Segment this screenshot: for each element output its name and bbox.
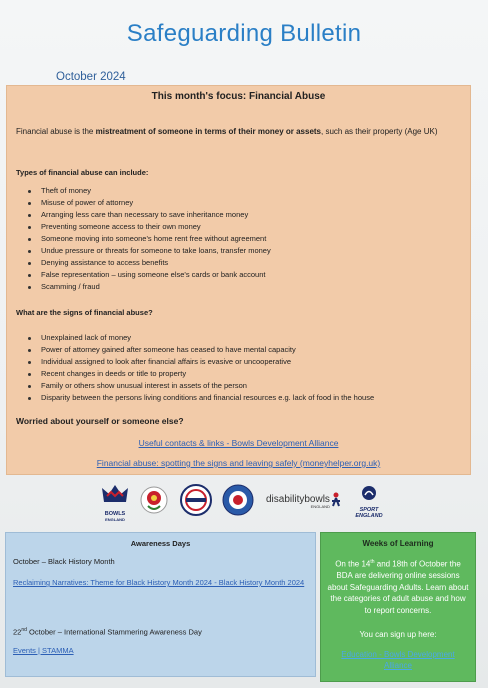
disability-bowls-sub: ENGLAND [310, 504, 330, 509]
useful-contacts-link[interactable]: Useful contacts & links - Bowls Development Alliance [138, 438, 339, 448]
focus-intro [16, 126, 456, 138]
types-list [41, 185, 271, 293]
intro-text-end: , such as their property (Age UK) [321, 127, 438, 136]
list-item: Undue pressure or threats for someone to take loans, transfer money [41, 246, 271, 255]
list-item: Recent changes in deeds or title to property [41, 368, 374, 380]
focus-title: This month's focus: Financial Abuse [151, 91, 326, 102]
list-item: Misuse of power of attorney [41, 197, 271, 209]
partner-logos [0, 478, 488, 528]
bowls-england-text: BOWLS ENGLAND [104, 511, 126, 522]
rose-badge-logo [140, 486, 168, 519]
signs-list [41, 332, 374, 404]
list-item: Someone moving into someone's home rent free without agreement [41, 233, 271, 245]
list-item: Theft of money [41, 185, 271, 197]
disability-bowls-figure [330, 492, 342, 513]
disability-bowls-text: disabilitybowls [266, 494, 330, 505]
rose-badge-icon [140, 486, 168, 514]
bulletin-date: October 2024 [56, 71, 126, 83]
disability-bowls-logo [266, 494, 330, 509]
list-item: False representation – using someone else's cards or bank account [41, 269, 271, 281]
federation-badge-logo [222, 484, 254, 521]
worried-heading: Worried about yourself or someone else? [16, 416, 184, 426]
sport-england-text: SPORT ENGLAND [355, 507, 383, 519]
list-item: Unexplained lack of money [41, 332, 374, 344]
signs-heading: What are the signs of financial abuse? [16, 308, 153, 317]
intro-text: Financial abuse is the [16, 127, 96, 136]
weeks-of-learning-section [320, 532, 476, 682]
black-history-heading: October – Black History Month [13, 557, 115, 566]
list-item: Individual assigned to look after financial affairs is evasive or uncooperative [41, 356, 374, 368]
types-heading: Types of financial abuse can include: [16, 168, 149, 177]
weeks-body: On the 14th and 18th of October the BDA are delivering online sessions about Safeguarding Adults. Learn about the categories of adult abuse and how to report concerns. [327, 559, 469, 615]
list-item: Disparity between the persons living conditions and financial resources e.g. lack of food in the house [41, 393, 375, 402]
list-item: Denying assistance to access benefits [41, 257, 271, 269]
list-item: Preventing someone access to their own money [41, 221, 271, 233]
intro-bold-text: mistreatment of someone in terms of their money or assets [95, 127, 322, 136]
list-item: Scamming / fraud [41, 281, 271, 293]
bowls-england-logo [98, 482, 132, 523]
awareness-title: Awareness Days [130, 539, 191, 548]
signup-text: You can sign up here: [359, 630, 437, 639]
black-history-link[interactable]: Reclaiming Narratives: Theme for Black History Month 2024 - Black History Month 2024 [13, 578, 305, 587]
federation-badge-icon [222, 484, 254, 516]
stamma-events-link[interactable]: Events | STAMMA [13, 646, 74, 655]
list-item: Power of attorney gained after someone has ceased to have mental capacity [41, 344, 374, 356]
page-title: Safeguarding Bulletin [126, 20, 362, 47]
list-item: Family or others show unusual interest in assets of the person [41, 380, 374, 392]
sport-england-icon [352, 484, 386, 502]
stammering-heading: 22nd October – International Stammering Awareness Day [13, 627, 202, 637]
crown-icon [98, 482, 132, 506]
education-link[interactable]: Education - Bowls Development Alliance [341, 650, 455, 670]
sport-england-logo [352, 484, 386, 519]
awareness-days-section [5, 532, 316, 677]
association-badge-icon [180, 484, 212, 516]
association-badge-logo [180, 484, 212, 521]
list-item: Arranging less care than necessary to save inheritance money [41, 209, 271, 221]
bowler-figure-icon [330, 492, 342, 508]
weeks-title: Weeks of Learning [362, 539, 434, 548]
moneyhelper-link[interactable]: Financial abuse: spotting the signs and leaving safely (moneyhelper.org.uk) [96, 458, 381, 468]
focus-section [6, 85, 471, 475]
